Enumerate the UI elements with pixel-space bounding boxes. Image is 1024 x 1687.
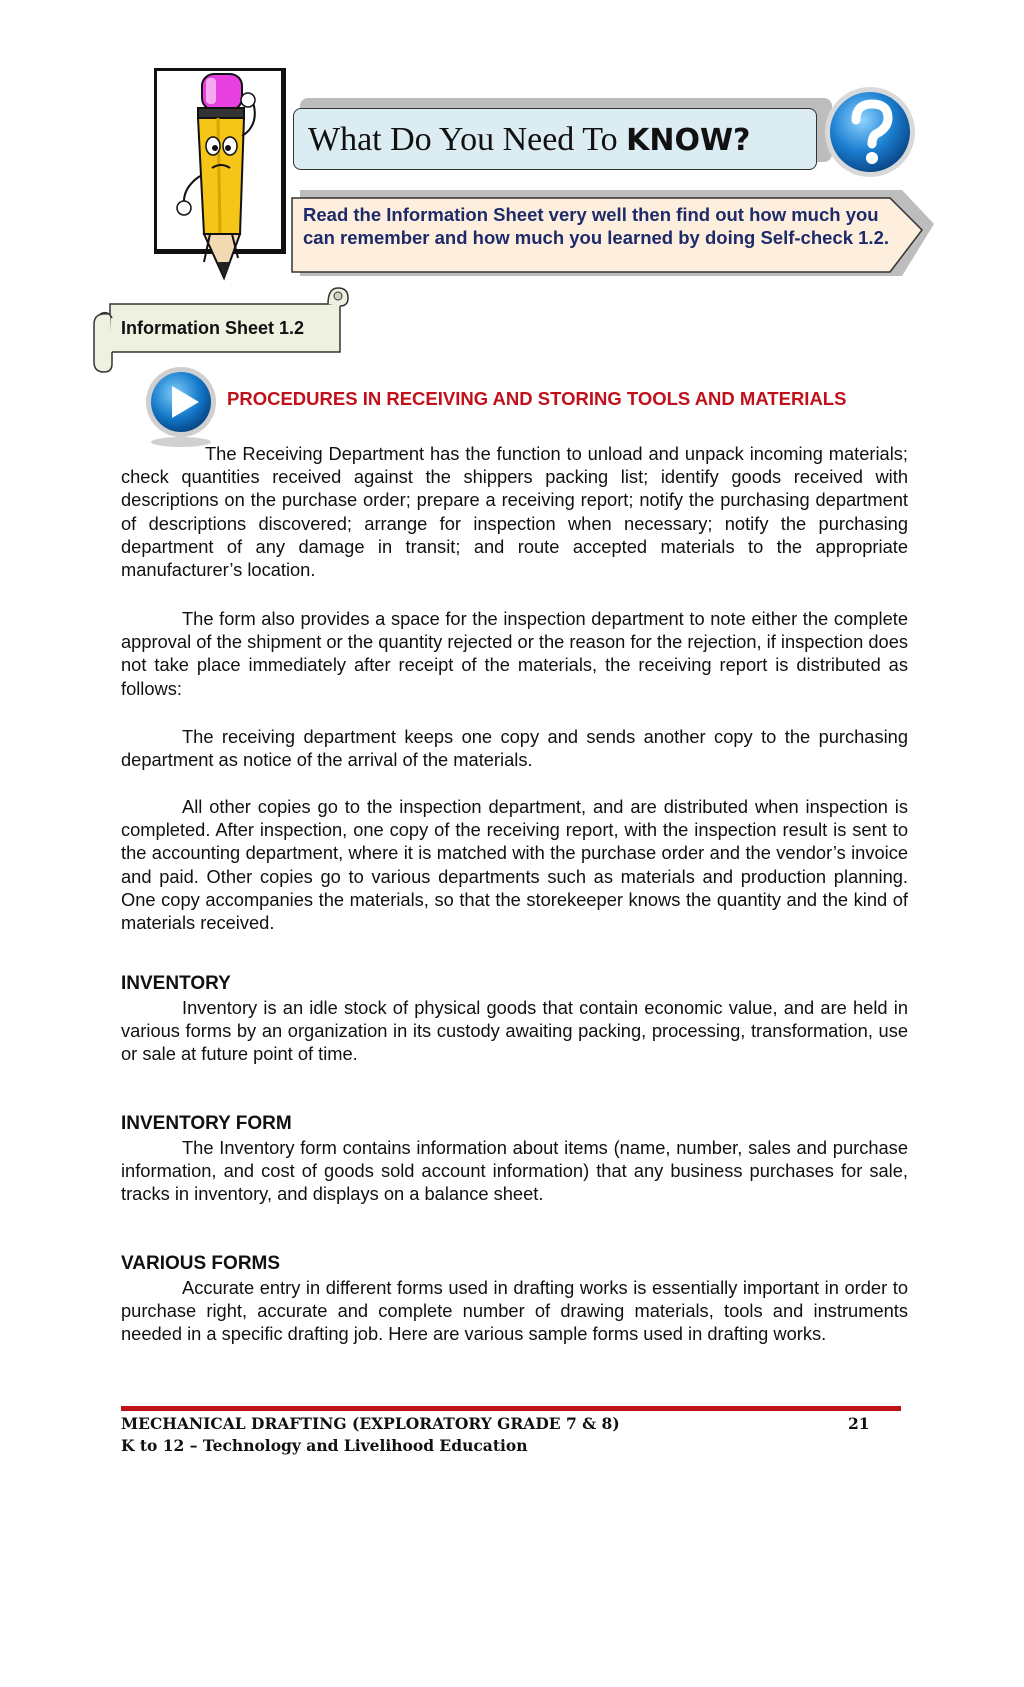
section-title: PROCEDURES IN RECEIVING AND STORING TOOLS AND MATERIALS xyxy=(227,388,847,409)
various-forms-heading: VARIOUS FORMS xyxy=(121,1253,281,1274)
footer-rule xyxy=(121,1406,901,1411)
title-prefix: What Do You Need To xyxy=(308,121,627,158)
footer-course-title: MECHANICAL DRAFTING (EXPLORATORY GRADE 7 & 8) xyxy=(121,1414,620,1433)
inventory-form-text: The Inventory form contains information about items (name, number, sales and purchase information, and cost of goods sold account information) that any business purchases for sale, tracks in inventory, and displays on a balance sheet. xyxy=(121,1137,908,1205)
title-emphasis: KNOW? xyxy=(626,123,751,158)
pencil-mascot-icon xyxy=(158,66,288,296)
paragraph-receiving-department: The Receiving Department has the function to unload and unpack incoming materials; check quantities received against the shippers packing list; identify goods received with descriptions on the purchase order; prepare a receiving report; notify the purchasing department of descriptions discovered; arrange for inspection when necessary; notify the purchasing department of any damage in transit; and route accepted materials to the appropriate manufacturer’s location. xyxy=(121,443,908,581)
play-button-icon xyxy=(143,366,219,448)
instruction-text: Read the Information Sheet very well then find out how much you can remember and how much you learned by doing Self-check 1.2. xyxy=(303,204,889,248)
paragraph-inspection-form: The form also provides a space for the inspection department to note either the complete approval of the shipment or the quantity rejected or the reason for the rejection, if inspection does not take place immediately after receipt of the materials, the receiving report is distributed as follows: xyxy=(121,608,908,699)
inventory-heading: INVENTORY xyxy=(121,973,231,994)
inventory-form-heading: INVENTORY FORM xyxy=(121,1113,292,1134)
footer-subtitle: K to 12 – Technology and Livelihood Education xyxy=(121,1436,528,1455)
page-title xyxy=(308,121,750,159)
info-sheet-label: Information Sheet 1.2 xyxy=(121,318,305,338)
title-box xyxy=(293,108,817,170)
paragraph-receiving-copies: The receiving department keeps one copy and sends another copy to the purchasing department as notice of the arrival of the materials. xyxy=(121,726,908,771)
inventory-text: Inventory is an idle stock of physical goods that contain economic value, and are held in various forms by an organization in its custody awaiting packing, processing, transformation, use or sale at future point of time. xyxy=(121,997,908,1065)
paragraph-other-copies: All other copies go to the inspection department, and are distributed when inspection is completed. After inspection, one copy of the receiving report, with the inspection result is sent to the accounting department, where it is matched with the purchase order and the vendor’s invoice and paid. Other copies go to various departments such as materials and production planning. One copy accompanies the materials, so that the storekeeper knows the quantity and the kind of materials received. xyxy=(121,796,908,934)
question-mark-icon xyxy=(822,84,922,184)
various-forms-text: Accurate entry in different forms used in drafting works is essentially important in order to purchase right, accurate and complete number of drawing materials, tools and instruments needed in a specific drafting job. Here are various sample forms used in drafting works. xyxy=(121,1277,908,1345)
page-number: 21 xyxy=(848,1414,870,1433)
